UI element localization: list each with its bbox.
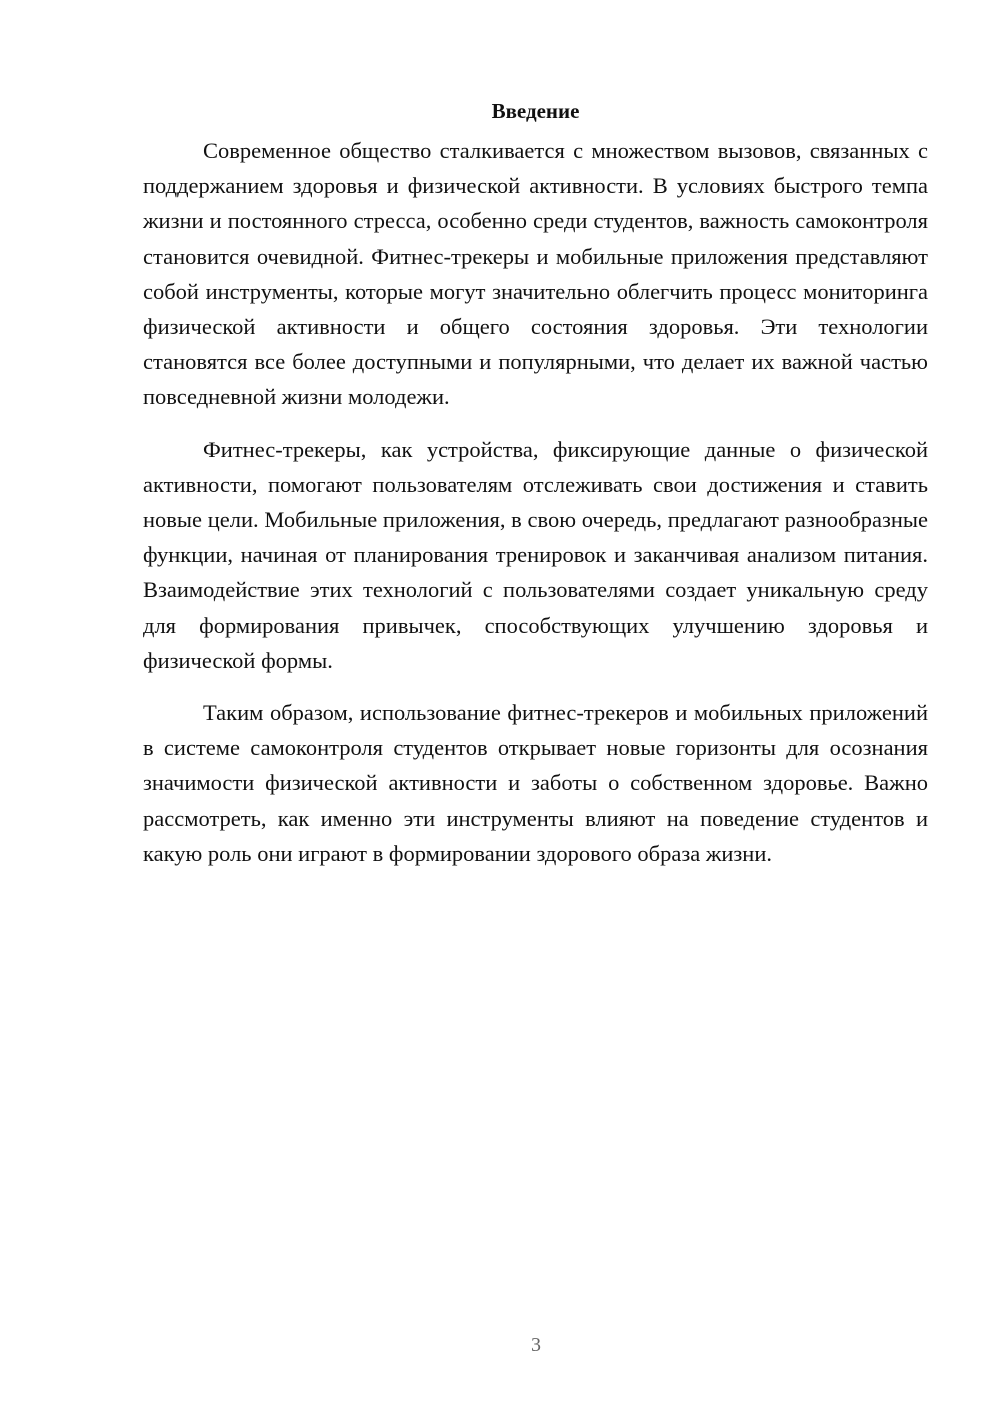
paragraph-2: Фитнес-трекеры, как устройства, фиксирующие данные о физической активности, помогают пользователям отслеживать свои достижения и ставить новые цели. Мобильные приложения, в свою очередь, предлагают разнообразные функции, начиная от планирования тренировок и заканчивая анализом питания. Взаимодействие этих технологий с пользователями создает уникальную среду для формирования привычек, способствующих улучшению здоровья и физической формы.: [143, 436, 928, 673]
page-body: [143, 96, 928, 888]
paragraph-3: Таким образом, использование фитнес-трекеров и мобильных приложений в системе самоконтроля студентов открывает новые горизонты для осознания значимости физической активности и заботы о собственном здоровье. Важно рассмотреть, как именно эти инструменты влияют на поведение студентов и какую роль они играют в формировании здорового образа жизни.: [143, 700, 928, 866]
page-number: 3: [531, 1334, 541, 1356]
paragraph-1: Современное общество сталкивается с множеством вызовов, связанных с поддержанием здоровья и физической активности. В условиях быстрого темпа жизни и постоянного стресса, особенно среди студентов, важность самоконтроля становится очевидной. Фитнес-трекеры и мобильные приложения представляют собой инструменты, которые могут значительно облегчить процесс мониторинга физической активности и общего состояния здоровья. Эти технологии становятся все более доступными и популярными, что делает их важной частью повседневной жизни молодежи.: [143, 138, 928, 410]
section-heading: Введение: [491, 99, 580, 123]
